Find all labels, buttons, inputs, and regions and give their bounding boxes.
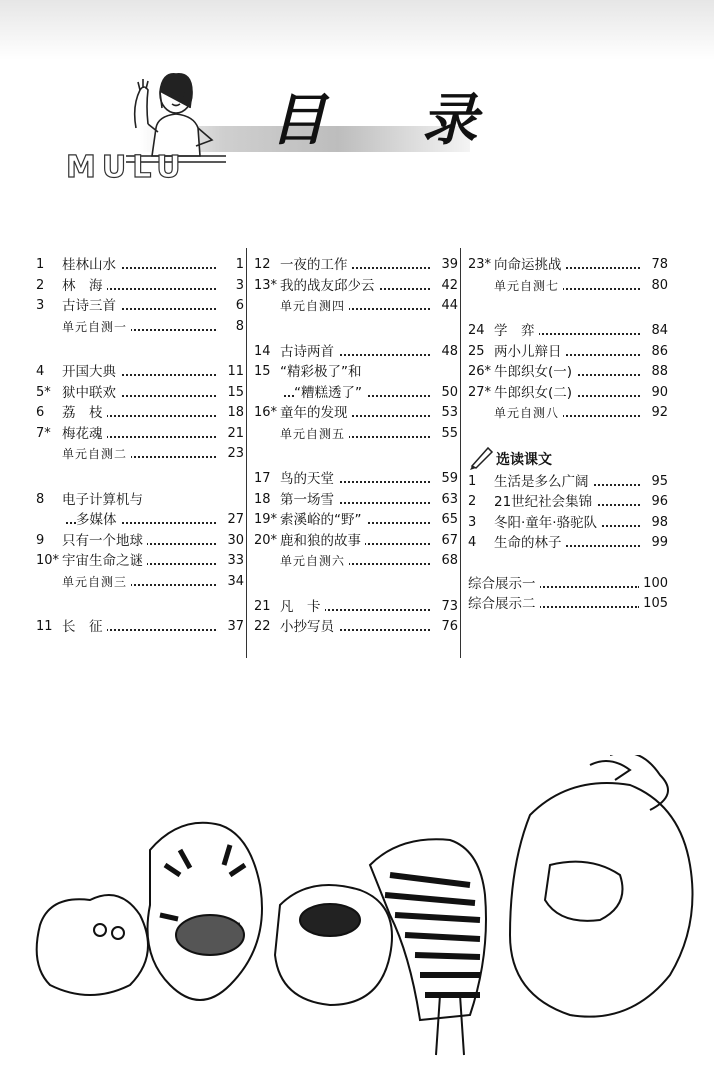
toc-page-number: 67 [437,533,458,548]
toc-row [468,472,668,493]
toc-row [36,362,244,383]
toc-title: 古诗三首 [62,298,120,314]
toc-title: 长 征 [62,619,107,635]
toc-dot-leader [528,606,640,608]
toc-row [254,617,458,638]
toc-title: 狱中联欢 [62,385,120,401]
toc-number: 3 [468,514,477,530]
reading-list [468,472,668,554]
toc-page-number: 44 [437,298,458,313]
toc-number: 24 [468,323,485,338]
toc-page-number: 27 [223,512,244,527]
toc-number: 2 [468,494,477,509]
toc-title: 多媒体 [76,512,121,528]
toc-row [36,444,244,465]
toc-row [254,362,458,383]
toc-number: 6 [36,405,45,420]
toc-page-number: 80 [647,278,668,293]
toc-title: 只有一个地球 [62,533,147,549]
toc-title: 凡 卡 [280,599,325,615]
toc-page-number: 34 [223,574,244,589]
toc-page-number: 68 [437,553,458,568]
toc-page-number: 30 [223,533,244,548]
toc-page-number: 92 [647,405,668,420]
toc-page-number: 21 [223,426,244,441]
toc-row [254,383,458,404]
toc-title: 综合展示二 [468,596,540,612]
toc-title: 综合展示一 [468,576,540,592]
toc-number: 27* [468,384,492,400]
toc-row [36,317,244,338]
toc-title: 生活是多么广阔 [494,474,593,490]
toc-page-number: 63 [437,492,458,507]
toc-page-number: 96 [647,494,668,509]
toc-row [36,572,244,593]
toc-number: 15 [254,364,271,379]
toc-row [254,597,458,618]
toc-page-number: 15 [223,385,244,400]
toc-row [36,296,244,317]
toc-number: 19* [254,512,278,527]
toc-page-number: 65 [437,512,458,527]
toc-number: 23* [468,257,492,272]
toc-page-number: 23 [223,446,244,461]
toc-page-number: 100 [639,576,668,591]
toc-page-number: 84 [647,323,668,338]
reading-section-label: 选读课文 [496,451,552,468]
toc-page-number: 76 [437,619,458,634]
toc-number: 3 [36,298,45,313]
toc-title: 生命的林子 [494,535,566,551]
toc-row [468,255,668,276]
toc-number: 1 [36,257,45,272]
toc-row [36,255,244,276]
toc-row [468,513,668,534]
toc-title: 林 海 [62,278,107,294]
toc-page-number: 78 [647,257,668,272]
toc-page-number: 50 [437,385,458,400]
toc-row [468,383,668,404]
toc-number: 7* [36,425,51,441]
toc-number: 12 [254,257,271,272]
toc-page-number: 86 [647,344,668,359]
toc-page-number: 1 [232,257,244,272]
toc-column-3-main [468,255,668,424]
toc-row [468,533,668,554]
toc-title: 向命运挑战 [494,257,566,273]
toc-title: 开国大典 [62,364,120,380]
toc-title: 古诗两首 [280,344,338,360]
toc-row [254,469,458,490]
toc-page-number: 39 [437,257,458,272]
toc-title: 电子计算机与 [62,492,147,508]
showcase-list [468,574,668,615]
toc-title: 21世纪社会集锦 [494,494,596,510]
pencil-icon [468,444,494,470]
toc-page-number: 11 [223,364,244,379]
toc-page-number: 59 [437,471,458,486]
toc-title: 单元自测二 [62,447,131,461]
toc-row [468,492,668,513]
toc-row [36,510,244,531]
toc-number: 18 [254,491,271,507]
toc-title: 梅花魂 [62,426,107,442]
toc-row [36,383,244,404]
toc-page-number: 3 [232,278,244,293]
toc-number: 10* [36,553,60,568]
toc-title: 单元自测一 [62,320,131,334]
toc-title: 单元自测六 [280,554,349,568]
toc-number: 13* [254,277,278,293]
toc-row [468,403,668,424]
toc-page-number: 99 [647,535,668,550]
toc-row [36,403,244,424]
column-divider [460,248,461,658]
toc-row [468,574,668,595]
toc-row [36,490,244,511]
toc-page-number: 48 [437,344,458,359]
toc-title: 童年的发现 [280,405,352,421]
toc-title: 荔 枝 [62,405,107,421]
reading-section-header [468,446,668,472]
toc-row [468,321,668,342]
toc-row [254,490,458,511]
toc-row [36,551,244,572]
header-subtitle: MULU [66,150,187,185]
toc-page-number: 37 [223,619,244,634]
toc-row [254,296,458,317]
toc-column-2 [254,255,458,638]
toc-title: 单元自测七 [494,279,563,293]
toc-page-number: 42 [437,278,458,293]
toc-number: 1 [468,473,477,489]
toc-page-number [454,364,458,379]
toc-row [468,594,668,615]
toc-column-3 [468,255,668,615]
toc-title: 单元自测八 [494,406,563,420]
toc-title: 单元自测五 [280,427,349,441]
toc-row [254,531,458,552]
toc-page-number [240,492,244,507]
toc-title: 牛郎织女(二) [494,385,576,401]
toc-row [36,276,244,297]
toc-number: 20* [254,532,278,548]
toc-number: 4 [468,535,477,550]
toc-title: “精彩极了”和 [280,364,366,380]
toc-number: 25 [468,343,485,359]
toc-number: 11 [36,619,53,634]
toc-title: 桂林山水 [62,257,120,273]
toc-number: 17 [254,471,271,486]
toc-row [254,510,458,531]
page-header [0,0,714,200]
toc-number: 5* [36,384,51,400]
toc-row [36,531,244,552]
toc-number: 21 [254,598,271,614]
toc-page-number: 18 [223,405,244,420]
toc-row [36,424,244,445]
toc-number: 8 [36,491,45,507]
toc-row [36,617,244,638]
toc-page-number: 53 [437,405,458,420]
toc-number: 22 [254,619,271,634]
toc-row [254,403,458,424]
toc-number: 9 [36,532,45,548]
toc-title: 两小儿辩日 [494,344,566,360]
toc-title: 小抄写员 [280,619,338,635]
toc-number: 2 [36,277,45,293]
toc-column-1 [36,255,244,638]
cartoon-animals-illustration [30,755,714,1085]
toc-title: 牛郎织女(一) [494,364,576,380]
toc-page-number: 33 [223,553,244,568]
toc-title: 学 弈 [494,323,539,339]
toc-row [254,255,458,276]
toc-row [468,342,668,363]
toc-dot-leader [528,586,640,588]
toc-title: 第一场雪 [280,492,338,508]
toc-row [254,276,458,297]
toc-number: 4 [36,364,45,379]
toc-number: 14 [254,343,271,359]
toc-title: 宇宙生命之谜 [62,553,147,569]
toc-title: 一夜的工作 [280,257,352,273]
toc-row [468,276,668,297]
toc-title: 单元自测三 [62,575,131,589]
toc-title: 我的战友邱少云 [280,278,379,294]
toc-page-number: 6 [232,298,244,313]
toc-title: 索溪峪的“野” [280,512,366,528]
toc-page-number: 55 [437,426,458,441]
toc-title: 鹿和狼的故事 [280,533,365,549]
toc-row [254,424,458,445]
toc-page-number: 90 [647,385,668,400]
toc-page-number: 105 [639,596,668,611]
toc-page-number: 73 [437,599,458,614]
toc-page-number: 98 [647,515,668,530]
toc-row [254,342,458,363]
column-divider [246,248,247,658]
toc-title: 单元自测四 [280,299,349,313]
toc-page-number: 88 [647,364,668,379]
toc-page-number: 8 [232,319,244,334]
toc-title: 鸟的天堂 [280,471,338,487]
toc-page-number: 95 [647,474,668,489]
toc-number: 16* [254,405,278,420]
toc-row [468,362,668,383]
toc-title: 冬阳·童年·骆驼队 [494,515,601,531]
toc-row [254,551,458,572]
page-title: 目 录 [270,87,516,153]
toc-title: “糟糕透了” [294,385,366,401]
toc-number: 26* [468,364,492,379]
